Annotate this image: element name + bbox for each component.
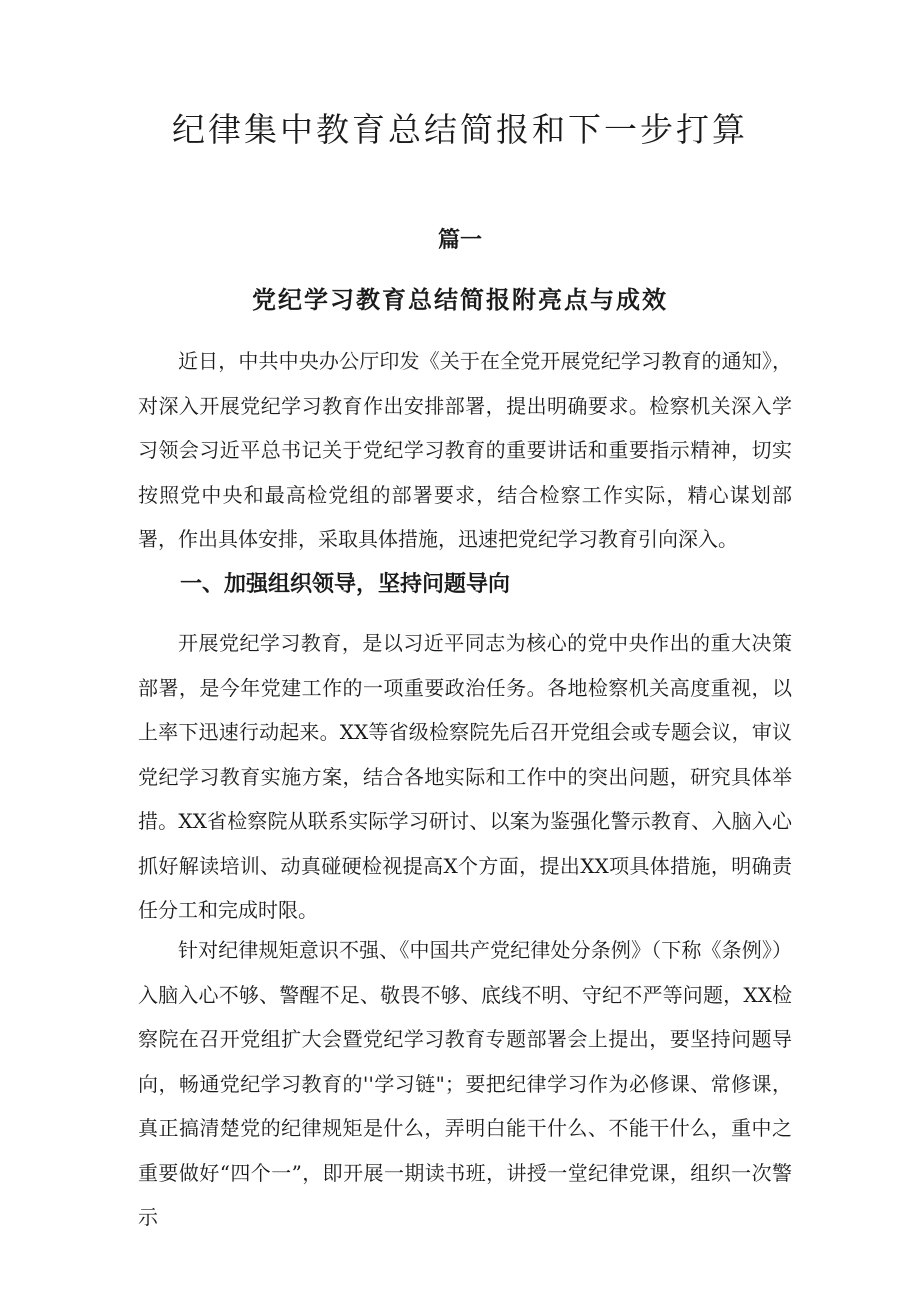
document-title: 纪律集中教育总结简报和下一步打算: [172, 110, 748, 149]
document-subtitle: 党纪学习教育总结简报附亮点与成效: [252, 285, 668, 314]
section-heading-1: 一、加强组织领导，坚持问题导向: [180, 572, 511, 597]
paragraph-body-1: 开展党纪学习教育，是以习近平同志为核心的党中央作出的重大决策部署，是今年党建工作的一项重要政治任务。各地检察机关高度重视，以上率下迅速行动起来。XX等省级检察院先后召开党组会或专题会议，审议党纪学习教育实施方案，结合各地实际和工作中的突出问题，研究具体举措。XX省检察院从联系实际学习研讨、以案为鉴强化警示教育、入脑入心抓好解读培训、动真碰硬检视提高X个方面，提出XX项具体措施，明确责任分工和完成时限。: [138, 631, 792, 922]
section-label: 篇一: [437, 228, 482, 253]
paragraph-intro: 近日，中共中央办公厅印发《关于在全党开展党纪学习教育的通知》，对深入开展党纪学习教育作出安排部署，提出明确要求。检察机关深入学习领会习近平总书记关于党纪学习教育的重要讲话和重要指示精神，切实按照党中央和最高检党组的部署要求，结合检察工作实际，精心谋划部署，作出具体安排，采取具体措施，迅速把党纪学习教育引向深入。: [138, 349, 792, 551]
paragraph-body-2: 针对纪律规矩意识不强、《中国共产党纪律处分条例》（下称《条例》）入脑入心不够、警醒不足、敬畏不够、底线不明、守纪不严等问题，XX检察院在召开党组扩大会暨党纪学习教育专题部署会上提出，要坚持问题导向，畅通党纪学习教育的''学习链"；要把纪律学习作为必修课、常修课，真正搞清楚党的纪律规矩是什么，弄明白能干什么、不能干什么，重中之重要做好“四个一”，即开展一期读书班，讲授一堂纪律党课，组织一次警示: [138, 938, 792, 1229]
